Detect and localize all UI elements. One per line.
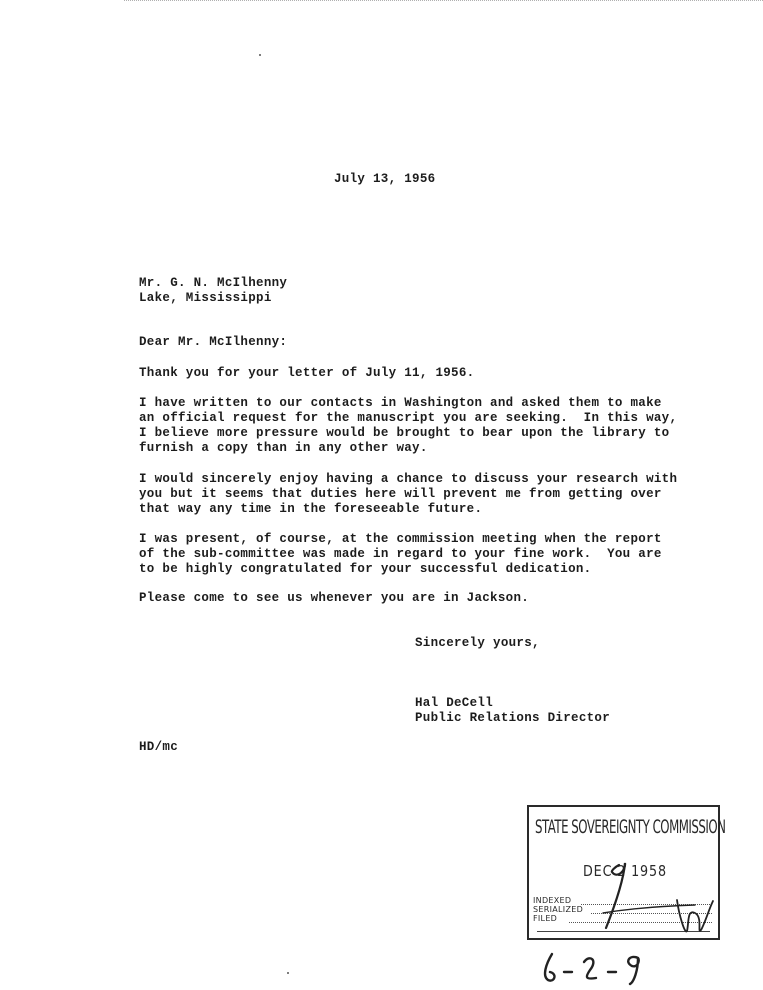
commission-stamp xyxy=(527,805,726,940)
typist-initials: HD/mc xyxy=(139,740,179,754)
paragraph-line: I would sincerely enjoy having a chance to discuss your research with xyxy=(139,472,678,486)
paragraph-3 xyxy=(139,472,677,517)
recipient-location: Lake, Mississippi xyxy=(139,291,272,305)
stamp-title: STATE SOVEREIGNTY COMMISSION xyxy=(535,816,726,838)
handwritten-note xyxy=(540,950,650,986)
paragraph-line: I believe more pressure would be brought to bear upon the library to xyxy=(139,426,670,440)
paragraph-line: furnish a copy than in any other way. xyxy=(139,441,428,455)
paragraph-line: I have written to our contacts in Washington and asked them to make xyxy=(139,396,662,410)
paragraph-4 xyxy=(139,532,662,577)
signature-block xyxy=(415,696,610,726)
paragraph-2 xyxy=(139,396,677,456)
signer-name: Hal DeCell xyxy=(415,696,494,710)
letter-date: July 13, 1956 xyxy=(334,172,436,186)
salutation: Dear Mr. McIlhenny: xyxy=(139,335,288,349)
recipient-name: Mr. G. N. McIlhenny xyxy=(139,276,288,290)
paragraph-line: I was present, of course, at the commission meeting when the report xyxy=(139,532,662,546)
paragraph-5 xyxy=(139,591,529,606)
recipient-address xyxy=(139,276,287,306)
paper-speck xyxy=(259,54,261,56)
paper-speck xyxy=(287,972,289,974)
stamp-filed-label: FILED xyxy=(533,914,558,923)
paragraph-line: to be highly congratulated for your successful dedication. xyxy=(139,562,592,576)
stamp-handwritten-marks xyxy=(527,805,720,940)
paragraph-line: an official request for the manuscript you are seeking. In this way, xyxy=(139,411,678,425)
top-edge-dots xyxy=(124,0,763,3)
paragraph-1 xyxy=(139,366,474,381)
paragraph-line: that way any time in the foreseeable future. xyxy=(139,502,483,516)
stamp-serialized-label: SERIALIZED xyxy=(533,905,584,914)
paragraph-line: you but it seems that duties here will prevent me from getting over xyxy=(139,487,662,501)
closing: Sincerely yours, xyxy=(415,636,540,650)
stamp-indexed-label: INDEXED xyxy=(533,896,572,905)
paragraph-line: Thank you for your letter of July 11, 1956. xyxy=(139,366,475,380)
stamp-date: DEC 2 1958 xyxy=(583,862,667,880)
paragraph-line: of the sub-committee was made in regard to your fine work. You are xyxy=(139,547,662,561)
signer-title: Public Relations Director xyxy=(415,711,611,725)
paragraph-line: Please come to see us whenever you are in Jackson. xyxy=(139,591,530,605)
